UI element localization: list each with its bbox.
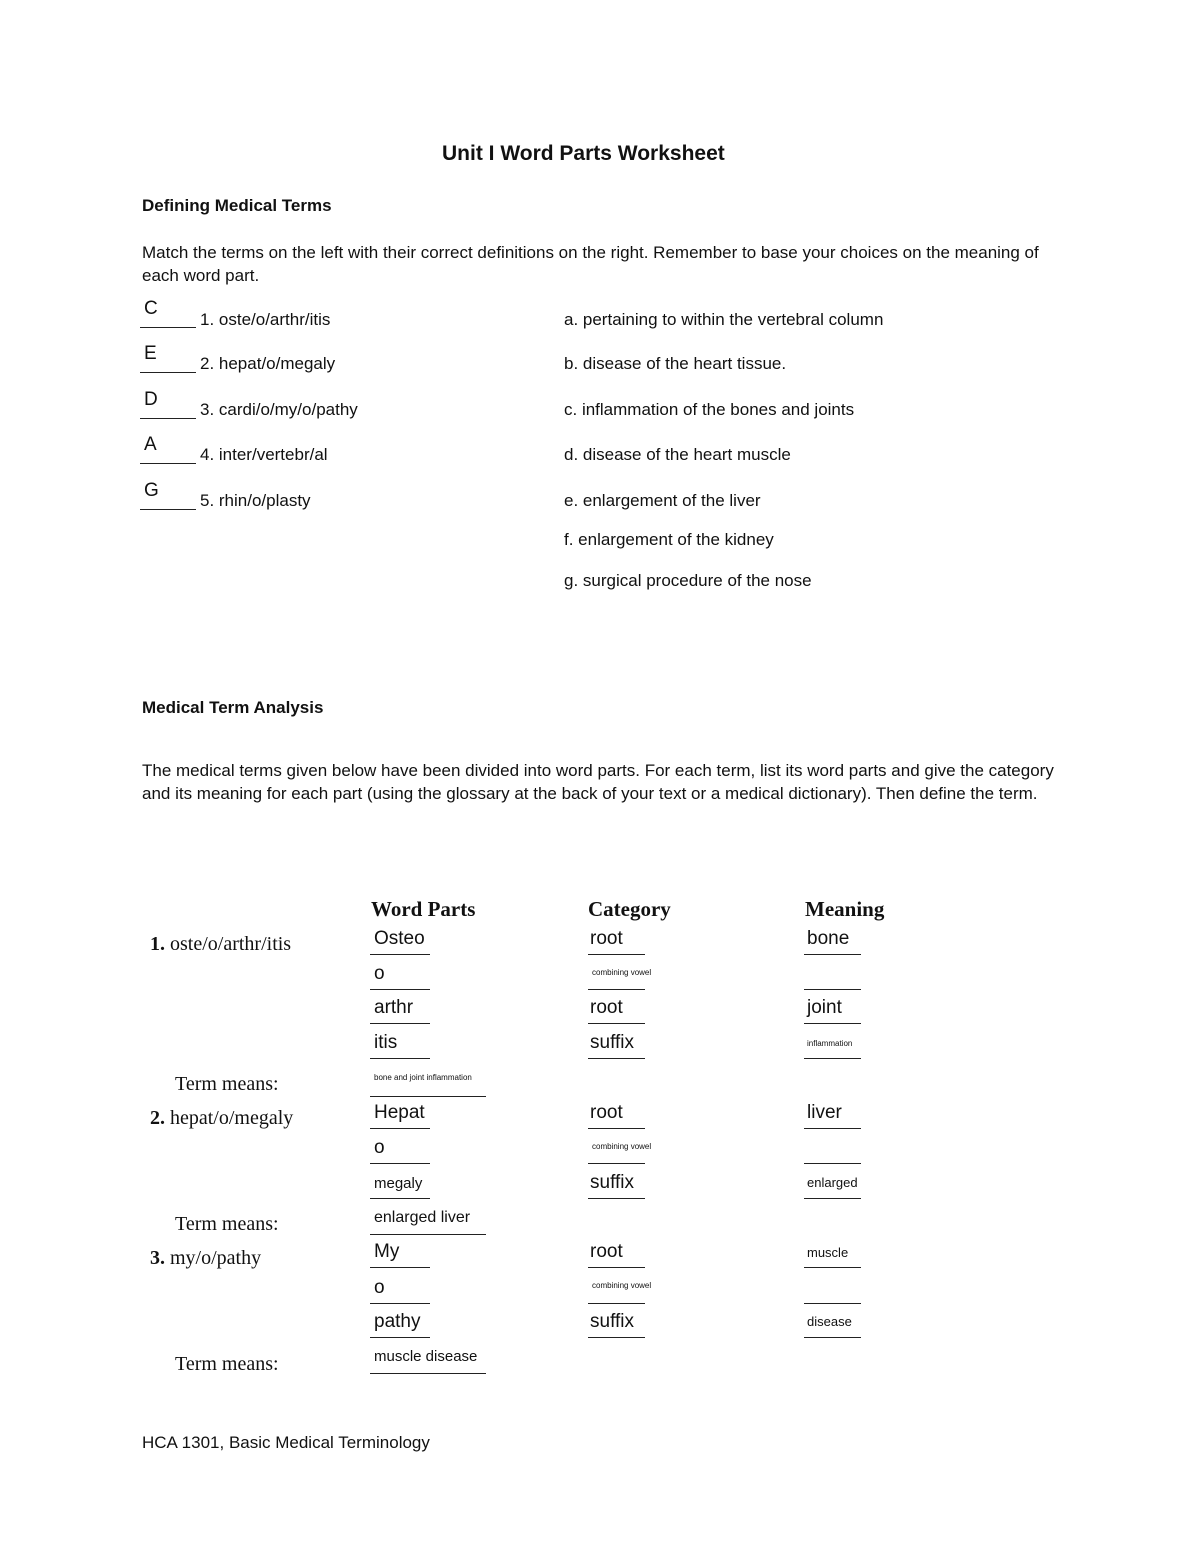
term-means-label: Term means: xyxy=(175,1353,279,1375)
match-answer-1[interactable]: C xyxy=(144,298,158,319)
column-header-word-parts: Word Parts xyxy=(371,897,476,921)
answer-line xyxy=(588,989,645,990)
answer-line xyxy=(588,1023,645,1024)
term-number: 2. xyxy=(150,1107,165,1129)
term-name: my/o/pathy xyxy=(165,1247,262,1269)
answer-line xyxy=(370,1337,430,1338)
category-field[interactable]: root xyxy=(590,1102,623,1123)
page-title: Unit I Word Parts Worksheet xyxy=(442,142,725,165)
answer-line xyxy=(804,954,861,955)
match-term-3: 3. cardi/o/my/o/pathy xyxy=(200,400,358,419)
answer-line xyxy=(588,1198,645,1199)
category-field[interactable]: root xyxy=(590,997,623,1018)
definition-c: c. inflammation of the bones and joints xyxy=(564,400,855,419)
answer-line xyxy=(140,418,196,419)
analysis-term-3 xyxy=(150,1247,261,1270)
answer-line xyxy=(588,1267,645,1268)
word-part-field[interactable]: o xyxy=(374,1277,385,1298)
word-part-field[interactable]: pathy xyxy=(374,1311,421,1332)
section-instructions-analysis: The medical terms given below have been divided into word parts. For each term, list its word parts and give the category and its meaning for each part (using the glossary at the back of your text or a medical dictionary). Then define the term. xyxy=(142,761,1054,803)
answer-line xyxy=(370,1267,430,1268)
definition-a: a. pertaining to within the vertebral column xyxy=(564,310,884,329)
word-part-field[interactable]: Osteo xyxy=(374,928,425,949)
category-field[interactable]: combining vowel xyxy=(592,1281,652,1290)
answer-line xyxy=(588,1303,645,1304)
answer-line xyxy=(370,954,430,955)
answer-line xyxy=(140,327,196,328)
meaning-field[interactable]: inflammation xyxy=(807,1039,853,1048)
answer-line xyxy=(370,1303,430,1304)
category-field[interactable]: suffix xyxy=(590,1311,635,1332)
answer-line xyxy=(588,1058,645,1059)
meaning-field[interactable]: enlarged xyxy=(807,1175,858,1190)
word-part-field[interactable]: My xyxy=(374,1241,400,1262)
meaning-field[interactable]: bone xyxy=(807,928,850,949)
category-field[interactable]: suffix xyxy=(590,1032,635,1053)
answer-line xyxy=(370,1234,486,1235)
term-definition-field[interactable]: bone and joint inflammation xyxy=(374,1073,472,1082)
answer-line xyxy=(804,1303,861,1304)
term-name: oste/o/arthr/itis xyxy=(165,933,292,955)
category-field[interactable]: root xyxy=(590,1241,623,1262)
page-footer: HCA 1301, Basic Medical Terminology xyxy=(142,1433,430,1452)
definition-f: f. enlargement of the kidney xyxy=(564,530,774,549)
definition-d: d. disease of the heart muscle xyxy=(564,445,791,464)
answer-line xyxy=(140,509,196,510)
answer-line xyxy=(370,989,430,990)
category-field[interactable]: suffix xyxy=(590,1172,635,1193)
section-heading-defining: Defining Medical Terms xyxy=(142,196,332,215)
answer-line xyxy=(804,1198,861,1199)
answer-line xyxy=(804,1163,861,1164)
term-number: 3. xyxy=(150,1247,165,1269)
term-name: hepat/o/megaly xyxy=(165,1107,294,1129)
term-means-label: Term means: xyxy=(175,1073,279,1095)
answer-line xyxy=(370,1198,430,1199)
term-means-label: Term means: xyxy=(175,1213,279,1235)
column-header-meaning: Meaning xyxy=(805,897,885,921)
meaning-field[interactable]: muscle xyxy=(807,1245,849,1260)
answer-line xyxy=(804,1023,861,1024)
term-definition-field[interactable]: muscle disease xyxy=(374,1348,478,1365)
answer-line xyxy=(140,372,196,373)
answer-line xyxy=(804,1128,861,1129)
definition-e: e. enlargement of the liver xyxy=(564,491,761,510)
definition-b: b. disease of the heart tissue. xyxy=(564,354,787,373)
answer-line xyxy=(370,1373,486,1374)
answer-line xyxy=(370,1058,430,1059)
match-term-5: 5. rhin/o/plasty xyxy=(200,491,311,510)
answer-line xyxy=(140,463,196,464)
answer-line xyxy=(370,1096,486,1097)
match-answer-3[interactable]: D xyxy=(144,389,158,410)
answer-line xyxy=(588,1163,645,1164)
match-answer-2[interactable]: E xyxy=(144,343,157,364)
term-number: 1. xyxy=(150,933,165,955)
term-definition-field[interactable]: enlarged liver xyxy=(374,1209,471,1226)
answer-line xyxy=(804,989,861,990)
word-part-field[interactable]: itis xyxy=(374,1032,398,1053)
category-field[interactable]: root xyxy=(590,928,623,949)
word-part-field[interactable]: o xyxy=(374,1137,385,1158)
definition-g: g. surgical procedure of the nose xyxy=(564,571,812,590)
answer-line xyxy=(370,1023,430,1024)
analysis-term-2 xyxy=(150,1107,293,1130)
category-field[interactable]: combining vowel xyxy=(592,1142,652,1151)
section-instructions-matching: Match the terms on the left with their correct definitions on the right. Remember to base your choices on the meaning of each word part. xyxy=(142,243,1039,285)
word-part-field[interactable]: arthr xyxy=(374,997,414,1018)
section-heading-analysis: Medical Term Analysis xyxy=(142,698,324,717)
match-answer-4[interactable]: A xyxy=(144,434,157,455)
answer-line xyxy=(588,1337,645,1338)
answer-line xyxy=(370,1128,430,1129)
word-part-field[interactable]: o xyxy=(374,963,385,984)
match-term-4: 4. inter/vertebr/al xyxy=(200,445,328,464)
analysis-term-1 xyxy=(150,933,291,956)
answer-line xyxy=(370,1163,430,1164)
answer-line xyxy=(804,1058,861,1059)
match-term-1: 1. oste/o/arthr/itis xyxy=(200,310,331,329)
meaning-field[interactable]: liver xyxy=(807,1102,842,1123)
match-term-2: 2. hepat/o/megaly xyxy=(200,354,336,373)
category-field[interactable]: combining vowel xyxy=(592,968,652,977)
column-header-category: Category xyxy=(588,897,671,921)
meaning-field[interactable]: disease xyxy=(807,1314,852,1329)
answer-line xyxy=(804,1267,861,1268)
answer-line xyxy=(804,1337,861,1338)
word-part-field[interactable]: megaly xyxy=(374,1175,423,1192)
meaning-field[interactable]: joint xyxy=(807,997,842,1018)
answer-line xyxy=(588,1128,645,1129)
word-part-field[interactable]: Hepat xyxy=(374,1102,425,1123)
match-answer-5[interactable]: G xyxy=(144,480,159,501)
answer-line xyxy=(588,954,645,955)
